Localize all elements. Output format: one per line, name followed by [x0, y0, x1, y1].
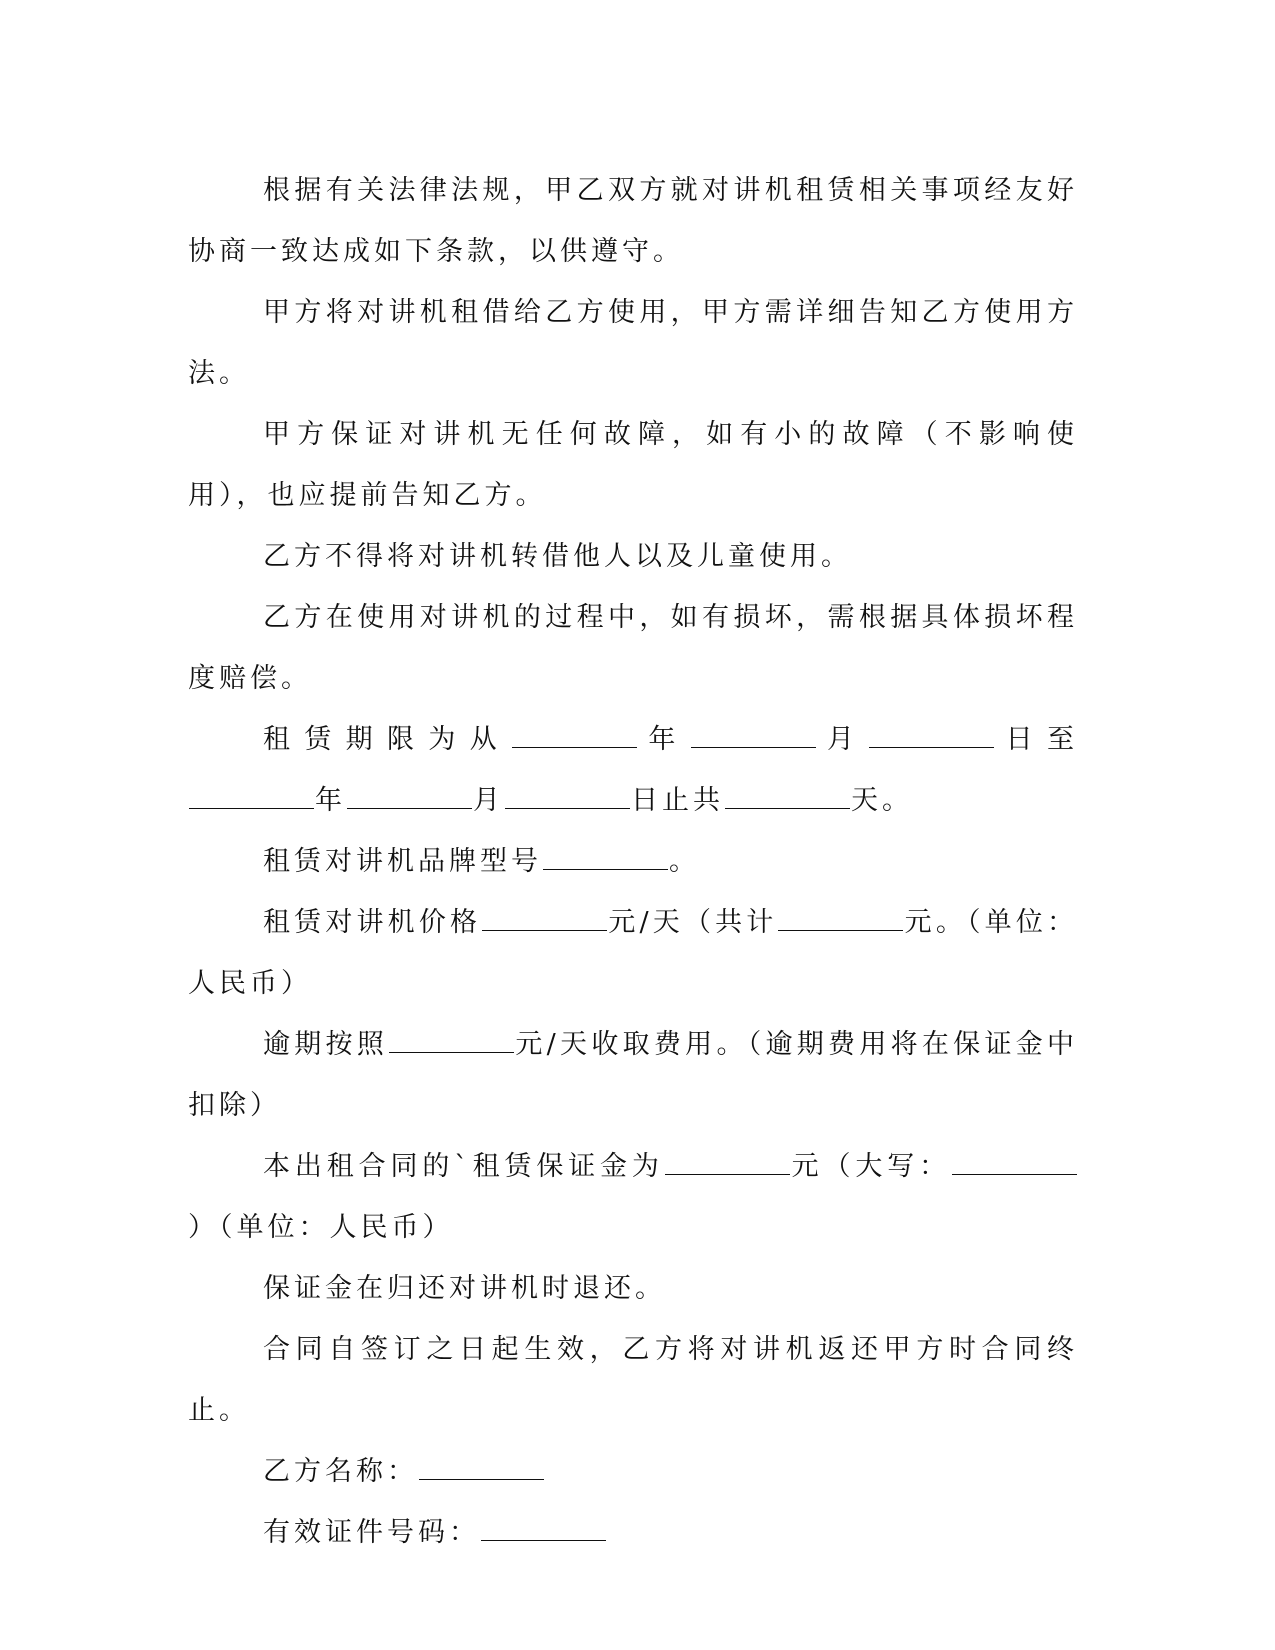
blank-total-price[interactable] — [778, 908, 903, 931]
paragraph-deposit — [188, 1136, 1078, 1258]
blank-start-year[interactable] — [512, 725, 637, 748]
paragraph-price — [188, 892, 1078, 1014]
blank-party-b-name[interactable] — [419, 1457, 544, 1480]
paragraph-deposit-refund: 保证金在归还对讲机时退还。 — [263, 1273, 666, 1304]
lease-term-month-2: 月 — [473, 785, 504, 816]
blank-total-days[interactable] — [725, 786, 850, 809]
blank-overdue-fee[interactable] — [389, 1030, 514, 1053]
paragraph-overdue-fee — [188, 1014, 1078, 1136]
lease-term-day-to: 日至 — [995, 724, 1079, 755]
blank-start-month[interactable] — [691, 725, 816, 748]
paragraph-no-fault-guarantee: 甲方保证对讲机无任何故障，如有小的故障（不影响使用），也应提前告知乙方。 — [188, 419, 1078, 511]
paragraph-party-b-name — [188, 1441, 1078, 1502]
blank-deposit-uppercase[interactable] — [952, 1152, 1077, 1175]
blank-deposit-amount[interactable] — [665, 1152, 790, 1175]
blank-brand-model[interactable] — [543, 847, 668, 870]
lease-term-year-2: 年 — [315, 785, 346, 816]
deposit-mid: 元（大写： — [790, 1151, 952, 1182]
paragraph-legal-basis: 根据有关法律法规，甲乙双方就对讲机租赁相关事项经友好协商一致达成如下条款，以供遵守。 — [188, 175, 1078, 267]
lease-term-year-1: 年 — [638, 724, 690, 755]
deposit-prefix: 本出租合同的`租赁保证金为 — [263, 1151, 664, 1182]
lease-term-day-total: 日止共 — [631, 785, 724, 816]
contract-body — [188, 160, 1078, 1563]
brand-model-prefix: 租赁对讲机品牌型号 — [263, 846, 542, 877]
paragraph-lend-and-instruct: 甲方将对讲机租借给乙方使用，甲方需详细告知乙方使用方法。 — [188, 297, 1078, 389]
blank-end-day[interactable] — [505, 786, 630, 809]
paragraph-effective-term: 合同自签订之日起生效，乙方将对讲机返还甲方时合同终止。 — [188, 1334, 1078, 1426]
price-suffix: 元。（单位：人民币） — [188, 907, 1079, 999]
blank-start-day[interactable] — [869, 725, 994, 748]
price-prefix: 租赁对讲机价格 — [263, 907, 482, 938]
paragraph-no-sublending: 乙方不得将对讲机转借他人以及儿童使用。 — [263, 541, 852, 572]
paragraph-brand-model — [188, 831, 1078, 892]
deposit-suffix: ）（单位：人民币） — [188, 1212, 454, 1243]
paragraph-lease-term — [188, 709, 1078, 831]
blank-end-month[interactable] — [347, 786, 472, 809]
blank-id-number[interactable] — [481, 1518, 606, 1541]
lease-term-days: 天。 — [851, 785, 913, 816]
id-number-label: 有效证件号码： — [263, 1517, 480, 1548]
brand-model-suffix: 。 — [669, 846, 700, 877]
paragraph-id-number — [188, 1502, 1078, 1563]
overdue-prefix: 逾期按照 — [263, 1029, 389, 1060]
lease-term-prefix: 租赁期限为从 — [263, 724, 511, 755]
price-mid: 元/天（共计 — [608, 907, 778, 938]
paragraph-damage-compensation: 乙方在使用对讲机的过程中，如有损坏，需根据具体损坏程度赔偿。 — [188, 602, 1078, 694]
party-b-name-label: 乙方名称： — [263, 1456, 418, 1487]
blank-daily-price[interactable] — [482, 908, 607, 931]
lease-term-month-1: 月 — [816, 724, 869, 755]
overdue-suffix: 元/天收取费用。（逾期费用将在保证金中扣除） — [188, 1029, 1079, 1121]
blank-end-year[interactable] — [189, 786, 314, 809]
